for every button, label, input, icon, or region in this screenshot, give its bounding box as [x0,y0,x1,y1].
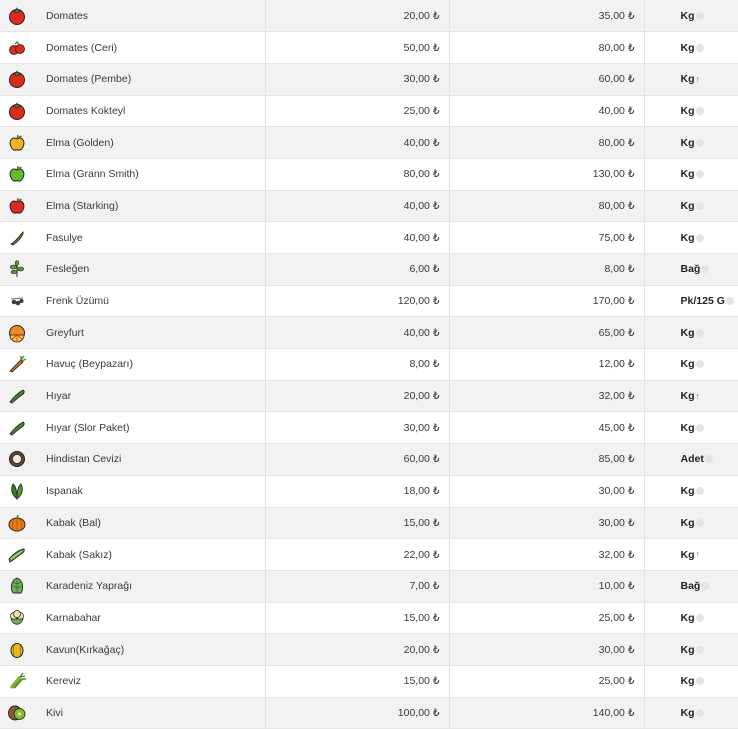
max-price: 80,00 ₺ [449,127,644,159]
unit-label: Kg [680,9,695,22]
table-row [0,634,738,666]
table-row [0,697,738,729]
apple-icon [7,196,27,216]
trend-neutral-dot-icon [696,709,704,717]
bean-icon [7,228,27,248]
tomato-icon [7,6,27,26]
unit-wrap [681,327,704,339]
carrot-icon [7,354,27,374]
unit-label: Kg [680,706,695,719]
trend-neutral-dot-icon [696,360,704,368]
unit-cell [644,0,738,32]
min-price: 100,00 ₺ [265,697,449,729]
table-row [0,254,738,286]
product-name: Greyfurt [34,317,265,349]
trend-neutral-dot-icon [696,107,704,115]
min-price: 30,00 ₺ [265,412,449,444]
unit-wrap [681,549,701,561]
unit-label: Kg [680,231,695,244]
min-price: 18,00 ₺ [265,475,449,507]
max-price: 32,00 ₺ [449,539,644,571]
trend-neutral-dot-icon [696,646,704,654]
product-icon-cell [0,0,34,32]
table-row [0,380,738,412]
unit-label: Kg [680,168,695,181]
unit-wrap [681,137,704,149]
table-row [0,539,738,571]
unit-label: Kg [680,643,695,656]
max-price: 80,00 ₺ [449,32,644,64]
unit-label: Kg [680,421,695,434]
product-name: Ispanak [34,475,265,507]
product-name: Hıyar [34,380,265,412]
table-row [0,570,738,602]
max-price: 25,00 ₺ [449,602,644,634]
product-icon-cell [0,285,34,317]
zucchini-icon [7,545,27,565]
unit-cell [644,32,738,64]
product-icon-cell [0,665,34,697]
table-row [0,63,738,95]
max-price: 8,00 ₺ [449,254,644,286]
unit-cell [644,380,738,412]
min-price: 15,00 ₺ [265,602,449,634]
table-row [0,0,738,32]
table-row [0,32,738,64]
trend-neutral-dot-icon [696,677,704,685]
trend-neutral-dot-icon [696,424,704,432]
unit-label: Kg [680,136,695,149]
product-icon-cell [0,634,34,666]
unit-label: Adet [680,453,704,466]
trend-up-arrow-icon: ↑ [695,549,700,560]
trend-neutral-dot-icon [696,614,704,622]
min-price: 25,00 ₺ [265,95,449,127]
table-row [0,222,738,254]
product-name: Karnabahar [34,602,265,634]
trend-neutral-dot-icon [705,455,713,463]
unit-wrap [681,612,704,624]
max-price: 140,00 ₺ [449,697,644,729]
unit-label: Kg [680,41,695,54]
unit-wrap [681,73,701,85]
trend-up-arrow-icon: ↑ [695,390,700,401]
coconut-icon [7,449,27,469]
unit-cell [644,63,738,95]
product-icon-cell [0,190,34,222]
product-name: Karadeniz Yaprağı [34,570,265,602]
unit-cell [644,254,738,286]
spinach-icon [7,481,27,501]
unit-wrap [681,200,704,212]
product-name: Frenk Üzümü [34,285,265,317]
unit-cell [644,285,738,317]
table-row [0,95,738,127]
unit-label: Kg [680,675,695,688]
max-price: 60,00 ₺ [449,63,644,95]
product-icon-cell [0,127,34,159]
max-price: 130,00 ₺ [449,158,644,190]
unit-label: Bağ [680,263,701,276]
min-price: 20,00 ₺ [265,380,449,412]
trend-neutral-dot-icon [696,12,704,20]
trend-neutral-dot-icon [696,329,704,337]
product-icon-cell [0,507,34,539]
min-price: 15,00 ₺ [265,507,449,539]
trend-neutral-dot-icon [701,265,709,273]
max-price: 30,00 ₺ [449,475,644,507]
grapefruit-icon [7,323,27,343]
product-name: Domates (Pembe) [34,63,265,95]
melon-icon [7,640,27,660]
unit-cell [644,602,738,634]
unit-wrap [681,675,704,687]
min-price: 22,00 ₺ [265,539,449,571]
unit-wrap [681,453,713,465]
unit-cell [644,665,738,697]
table-row [0,127,738,159]
trend-neutral-dot-icon [696,170,704,178]
max-price: 80,00 ₺ [449,190,644,222]
unit-wrap [681,422,704,434]
trend-neutral-dot-icon [701,582,709,590]
product-icon-cell [0,32,34,64]
unit-cell [644,507,738,539]
unit-label: Kg [680,516,695,529]
currant-icon [7,291,27,311]
min-price: 60,00 ₺ [265,444,449,476]
product-name: Kivi [34,697,265,729]
unit-wrap [681,390,701,402]
table-row [0,602,738,634]
max-price: 30,00 ₺ [449,634,644,666]
min-price: 15,00 ₺ [265,665,449,697]
unit-cell [644,95,738,127]
pumpkin-icon [7,513,27,533]
product-name: Fasulye [34,222,265,254]
max-price: 85,00 ₺ [449,444,644,476]
apple-icon [7,164,27,184]
unit-wrap [681,517,704,529]
unit-label: Kg [680,326,695,339]
unit-wrap [681,580,710,592]
product-icon-cell [0,380,34,412]
max-price: 40,00 ₺ [449,95,644,127]
unit-label: Kg [680,611,695,624]
max-price: 10,00 ₺ [449,570,644,602]
unit-wrap [681,644,704,656]
trend-neutral-dot-icon [696,44,704,52]
max-price: 25,00 ₺ [449,665,644,697]
product-icon-cell [0,444,34,476]
product-icon-cell [0,697,34,729]
min-price: 6,00 ₺ [265,254,449,286]
min-price: 20,00 ₺ [265,0,449,32]
unit-cell [644,475,738,507]
product-icon-cell [0,349,34,381]
unit-cell [644,127,738,159]
min-price: 8,00 ₺ [265,349,449,381]
product-name: Domates [34,0,265,32]
unit-label: Kg [680,485,695,498]
unit-wrap [681,358,704,370]
max-price: 45,00 ₺ [449,412,644,444]
table-row [0,475,738,507]
trend-neutral-dot-icon [696,519,704,527]
unit-wrap [681,263,710,275]
trend-neutral-dot-icon [696,487,704,495]
min-price: 7,00 ₺ [265,570,449,602]
table-row [0,665,738,697]
min-price: 40,00 ₺ [265,317,449,349]
product-icon-cell [0,317,34,349]
unit-cell [644,444,738,476]
trend-neutral-dot-icon [696,234,704,242]
unit-wrap [681,10,704,22]
max-price: 32,00 ₺ [449,380,644,412]
product-name: Kabak (Bal) [34,507,265,539]
product-name: Elma (Golden) [34,127,265,159]
table-row [0,412,738,444]
unit-cell [644,222,738,254]
product-name: Domates (Ceri) [34,32,265,64]
celery-icon [7,671,27,691]
product-name: Hindistan Cevizi [34,444,265,476]
product-name: Domates Kokteyl [34,95,265,127]
product-icon-cell [0,570,34,602]
min-price: 40,00 ₺ [265,190,449,222]
unit-cell [644,412,738,444]
min-price: 40,00 ₺ [265,127,449,159]
min-price: 40,00 ₺ [265,222,449,254]
product-icon-cell [0,475,34,507]
unit-label: Kg [680,358,695,371]
product-name: Havuç (Beypazarı) [34,349,265,381]
tomato-icon [7,69,27,89]
apple-icon [7,133,27,153]
table-row [0,507,738,539]
product-name: Kabak (Sakız) [34,539,265,571]
unit-label: Kg [680,199,695,212]
tomato-icon [7,101,27,121]
max-price: 170,00 ₺ [449,285,644,317]
table-row [0,285,738,317]
product-name: Elma (Grann Smith) [34,158,265,190]
min-price: 20,00 ₺ [265,634,449,666]
unit-label: Pk/125 G [680,295,725,308]
min-price: 50,00 ₺ [265,32,449,64]
product-name: Kavun(Kırkağaç) [34,634,265,666]
trend-up-arrow-icon: ↑ [695,73,700,84]
unit-cell [644,317,738,349]
unit-wrap [681,168,704,180]
unit-cell [644,634,738,666]
unit-label: Kg [680,104,695,117]
max-price: 65,00 ₺ [449,317,644,349]
collard-leaf-icon [7,576,27,596]
unit-wrap [681,485,704,497]
unit-wrap [681,105,704,117]
product-name: Elma (Starking) [34,190,265,222]
unit-wrap [681,42,704,54]
product-name: Fesleğen [34,254,265,286]
max-price: 75,00 ₺ [449,222,644,254]
product-icon-cell [0,539,34,571]
unit-cell [644,697,738,729]
cucumber-icon [7,418,27,438]
min-price: 120,00 ₺ [265,285,449,317]
min-price: 80,00 ₺ [265,158,449,190]
product-icon-cell [0,95,34,127]
unit-cell [644,190,738,222]
basil-icon [7,259,27,279]
unit-cell [644,349,738,381]
unit-cell [644,539,738,571]
trend-neutral-dot-icon [696,139,704,147]
trend-neutral-dot-icon [726,297,734,305]
min-price: 30,00 ₺ [265,63,449,95]
max-price: 30,00 ₺ [449,507,644,539]
table-row [0,444,738,476]
max-price: 12,00 ₺ [449,349,644,381]
table-row [0,317,738,349]
table-row [0,349,738,381]
unit-cell [644,570,738,602]
unit-cell [644,158,738,190]
product-icon-cell [0,412,34,444]
unit-label: Kg [680,73,695,86]
table-row [0,158,738,190]
unit-label: Kg [680,390,695,403]
product-name: Hıyar (Slor Paket) [34,412,265,444]
product-icon-cell [0,222,34,254]
product-icon-cell [0,254,34,286]
cherry-tomato-icon [7,38,27,58]
unit-label: Bağ [680,580,701,593]
product-icon-cell [0,63,34,95]
unit-wrap [681,295,734,307]
cauliflower-icon [7,608,27,628]
table-row [0,190,738,222]
unit-wrap [681,232,704,244]
product-name: Kereviz [34,665,265,697]
max-price: 35,00 ₺ [449,0,644,32]
unit-wrap [681,707,704,719]
unit-label: Kg [680,548,695,561]
cucumber-icon [7,386,27,406]
product-icon-cell [0,158,34,190]
product-icon-cell [0,602,34,634]
trend-neutral-dot-icon [696,202,704,210]
